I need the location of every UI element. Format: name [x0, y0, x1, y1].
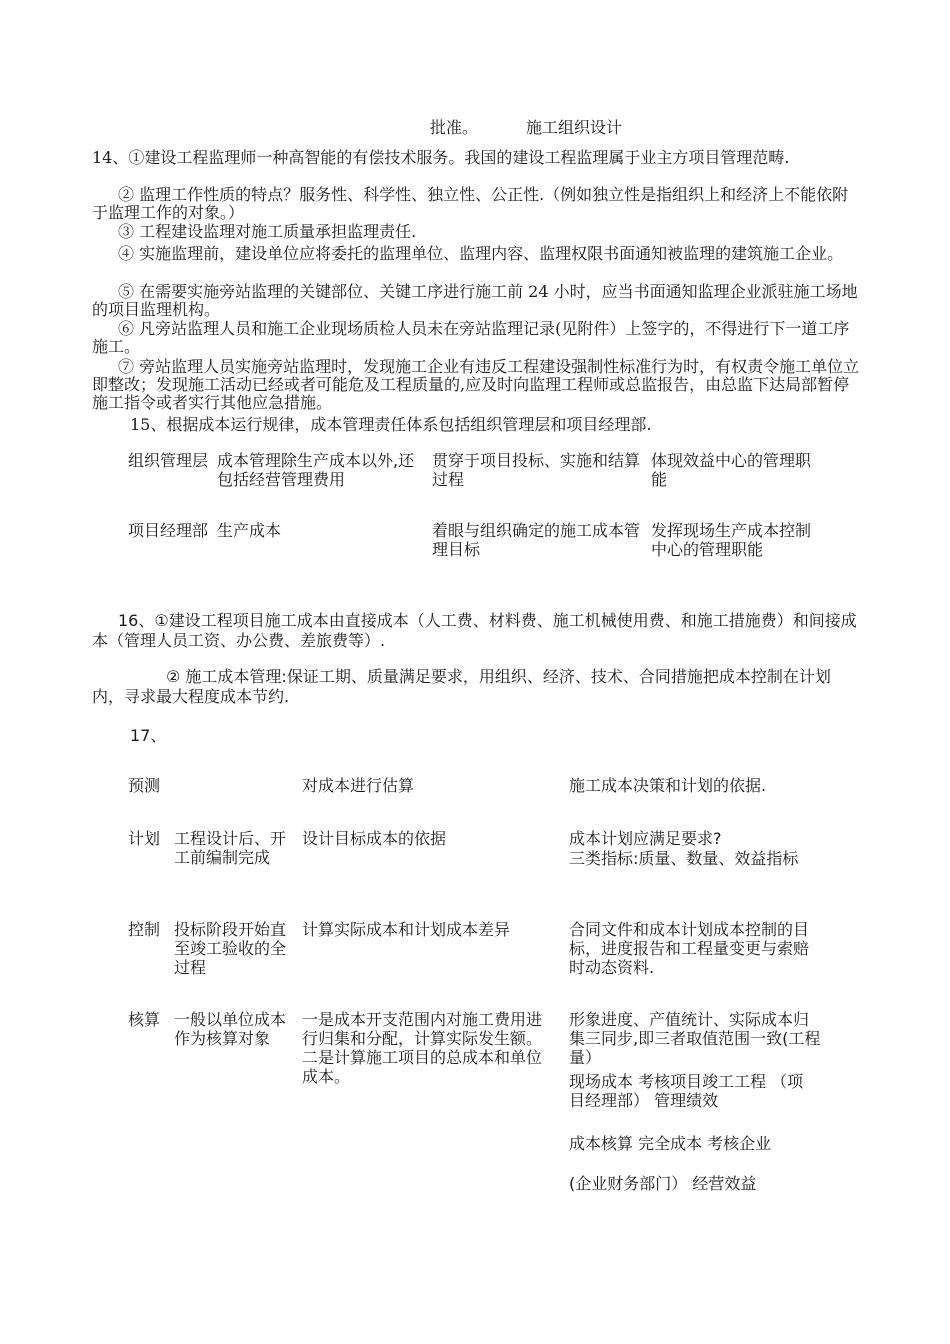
table-cell: 发挥现场生产成本控制中心的管理职能: [651, 521, 812, 559]
table-cell: 生产成本: [217, 521, 282, 540]
table-cell: 对成本进行估算: [302, 776, 415, 795]
sec14-p2: ② 监理工作性质的特点？服务性、科学性、独立性、公正性.（例如独立性是指组织上和经济上不能依附于监理工作的对象。）: [92, 185, 849, 222]
sec14-p6: ⑥ 凡旁站监理人员和施工企业现场质检人员未在旁站监理记录(见附件）上签字的，不得进行下一道工序施工。: [92, 319, 850, 356]
sec14-p1: 14、①建设工程监理师一种高智能的有偿技术服务。我国的建设工程监理属于业主方项目管理范畴.: [92, 148, 790, 167]
header-left: 批准。: [430, 118, 479, 137]
table-cell: 投标阶段开始直至竣工验收的全过程: [174, 920, 287, 977]
sec14-p3: ③ 工程建设监理对施工质量承担监理责任.: [118, 222, 417, 241]
table-cell: 贯穿于项目投标、实施和结算过程: [432, 451, 641, 489]
table-cell: 项目经理部: [128, 521, 209, 540]
sec15-intro: 15、根据成本运行规律，成本管理责任体系包括组织管理层和项目经理部.: [130, 415, 652, 434]
table-cell: 合同文件和成本计划成本控制的目标，进度报告和工程量变更与索赔时动态资料.: [569, 920, 810, 977]
table-cell: 预测: [128, 776, 161, 795]
table-cell: 一般以单位成本作为核算对象: [174, 1010, 287, 1048]
table-cell: 控制: [128, 920, 161, 939]
table-cell: 形象进度、产值统计、实际成本归集三同步,即三者取值范围一致(工程量）: [569, 1010, 821, 1067]
table-cell: 施工成本决策和计划的依据.: [569, 776, 767, 795]
header-title: 施工组织设计: [526, 118, 623, 137]
sec14-p7: ⑦ 旁站监理人员实施旁站监理时，发现施工企业有违反工程建设强制性标准行为时，有权责令施工单位立即整改；发现施工活动已经或者可能危及工程质量的,应及时向监理工程师或总监报告，由总监下达局部暂停施工指令或者实行其他应急措施。: [92, 357, 860, 412]
table-cell: 成本核算 完全成本 考核企业: [569, 1134, 772, 1153]
table-cell: 成本管理除生产成本以外,还包括经营管理费用: [217, 451, 415, 489]
table-cell: 成本计划应满足要求?: [569, 829, 722, 848]
table-cell: 计划: [128, 829, 161, 848]
table-cell: 组织管理层: [128, 451, 209, 470]
sec16-p1: 16、①建设工程项目施工成本由直接成本（人工费、材料费、施工机械使用费、和施工措施费）和间接成本（管理人员工资、办公费、差旅费等）.: [92, 611, 857, 650]
sec16-p2: ② 施工成本管理:保证工期、质量满足要求，用组织、经济、技术、合同措施把成本控制在计划内，寻求最大程度成本节约.: [92, 667, 831, 706]
table-cell: 计算实际成本和计划成本差异: [302, 920, 511, 939]
table-cell: 工程设计后、开工前编制完成: [174, 829, 287, 867]
table-cell: (企业财务部门） 经营效益: [569, 1174, 757, 1193]
table-cell: 体现效益中心的管理职能: [651, 451, 812, 489]
table-cell: 着眼与组织确定的施工成本管理目标: [432, 521, 641, 559]
table-cell: 核算: [128, 1010, 161, 1029]
table-cell: 一是成本开支范围内对施工费用进行归集和分配，计算实际发生额。二是计算施工项目的总成本和单位成本。: [302, 1010, 543, 1086]
table-cell: 现场成本 考核项目竣工工程 （项目经理部） 管理绩效: [569, 1072, 804, 1110]
table-cell: 设计目标成本的依据: [302, 829, 447, 848]
sec17-heading: 17、: [130, 726, 167, 745]
sec14-p4: ④ 实施监理前，建设单位应将委托的监理单位、监理内容、监理权限书面通知被监理的建筑施工企业。: [118, 244, 844, 263]
sec14-p5: ⑤ 在需要实施旁站监理的关键部位、关键工序进行施工前 24 小时，应当书面通知监理企业派驻施工场地的项目监理机构。: [92, 282, 858, 319]
table-cell: 三类指标:质量、数量、效益指标: [569, 849, 799, 868]
